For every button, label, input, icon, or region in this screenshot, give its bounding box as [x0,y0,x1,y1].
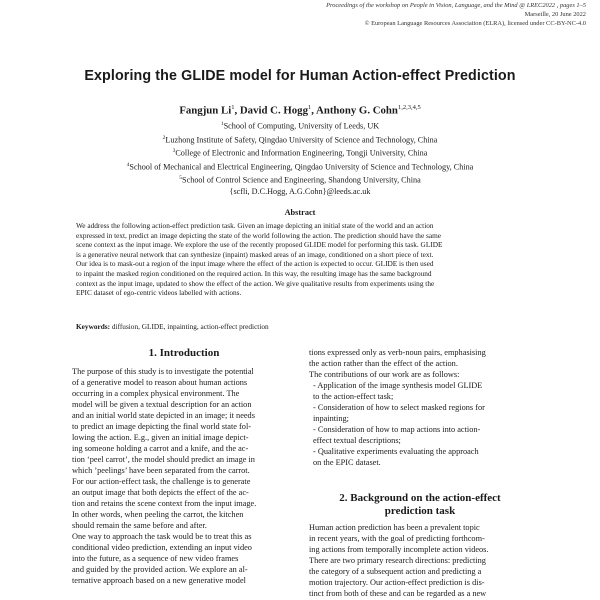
text-line: There are two primary research directions: predicting [309,556,486,565]
text-line: should remain the same before and after. [72,521,207,530]
text-line: ing actions from temporally incomplete action videos. [309,545,489,554]
author-affil-sup: 1 [231,104,235,111]
list-item-line: - Application of the image synthesis model GLIDE [313,381,483,390]
text-line: motion trajectory. Our action-effect prediction is dis- [309,578,485,587]
author-list [0,104,600,117]
list-item-line: on the EPIC dataset. [313,458,381,467]
list-item-line: - Qualitative experiments evaluating the approach [313,447,479,456]
author-separator: , [311,104,317,117]
list-item-line: to the action-effect task; [313,392,394,401]
affiliation-line [0,133,600,147]
abstract-line: EPIC dataset of ego-centric videos labelled with actions. [76,288,242,298]
heading-line: prediction task [384,505,456,517]
text-line: tion and retains the scene context from the input image. [72,499,257,508]
abstract-line: context as the input image, updated to show the effect of the action. We give qualitative results from experiments using the [76,278,435,288]
affiliation-text: School of Control Science and Engineering, Shandong University, China [182,175,421,185]
list-item-line: inpainting; [313,414,349,423]
list-item [309,380,531,402]
text-line: The contributions of our work are as follows: [309,370,460,379]
abstract-line: We address the following action-effect prediction task. Given an image depicting an initial state of the world and an action [76,221,434,230]
text-line: For our action-effect task, the challenge is to generate [72,477,251,486]
affiliation-line [0,173,600,187]
abstract-line: expressed in text, predict an image depicting the state of the world following the action. The prediction should have the same [76,230,442,240]
text-line: tinct from both of these and can be regarded as a new [309,589,487,598]
text-line: The purpose of this study is to investigate the potential [72,367,254,376]
affiliation-sup: 4 [126,161,130,168]
abstract-heading: Abstract [284,208,316,217]
text-line: of a generative model to reason about human actions [72,378,248,387]
author-name: Fangjun Li [179,104,232,117]
abstract-body [76,221,526,298]
list-item [309,424,531,446]
section-heading-background [309,492,531,518]
affiliation-sup: 3 [172,148,176,155]
text-line: tion ‘peel carrot’, the model should predict an image in [72,455,255,464]
list-item-line: - Consideration of how to map actions into action- [313,425,481,434]
abstract-line: is a generative neural network that can synthesize (inpaint) masked areas of an image, conditioned on a short piece of text. [76,249,434,259]
text-line: ternative approach based on a new generative model [72,576,246,585]
background-text [309,522,531,599]
text-line: In other words, when peeling the carrot, the kitchen [72,510,244,519]
affiliation-sup: 5 [179,175,183,182]
text-line: in recent years, with the goal of predicting forthcom- [309,534,485,543]
author-name: Anthony G. Cohn [316,104,398,117]
text-line: tions expressed only as verb-noun pairs, emphasising [309,348,486,357]
keywords-text: diffusion, GLIDE, inpainting, action-effect prediction [111,322,269,331]
author-separator: , [234,104,240,117]
affiliation-sup: 1 [220,121,224,127]
text-line: the category of a subsequent action and predicting a [309,567,482,576]
text-line: model will be given a textual description for an action [72,400,252,409]
proceedings-line: Proceedings of the workshop on People in Vision, Language, and the Mind @ LREC2022 , pages 1–5 [326,2,586,9]
abstract-line: to inpaint the masked region conditioned on the required action. In this way, the resulting image has the same background [76,268,432,278]
license-line: © European Language Resources Association (ELRA), licensed under CC-BY-NC-4.0 [364,20,586,27]
author-name: David C. Hogg [239,104,308,117]
list-item [309,402,531,424]
affiliation-sup: 2 [162,134,166,141]
abstract-line: scene context as the input image. We explore the use of the recently proposed GLIDE model for performing this task. GLIDE [76,240,443,250]
venue-date-line: Marseille, 20 June 2022 [524,11,586,18]
affiliation-text: College of Electronic and Information Engineering, Tongji University, China [175,148,428,158]
author-emails: {scfli, D.C.Hogg, A.G.Cohn}@leeds.ac.uk [229,186,371,196]
section-heading-introduction: 1. Introduction [148,347,220,359]
author-affil-sup: 1 [307,104,312,111]
heading-line: 2. Background on the action-effect [339,492,501,504]
text-line: occurring in a complex physical environment. The [72,389,240,398]
affiliation-line [0,160,600,174]
text-line: ing someone holding a carrot and a knife, and the ac- [72,444,249,453]
list-item-line: effect textual descriptions; [313,436,401,445]
text-line: the action rather than the effect of the action. [309,359,458,368]
introduction-text [72,366,298,586]
affiliation-text: School of Computing, University of Leeds, UK [223,121,380,131]
affiliation-line [0,146,600,160]
text-line: into the future, as a sequence of new video frames [72,554,239,563]
text-line: Human action prediction has been a prevalent topic [309,523,480,532]
text-line: and guided by the provided action. We explore an al- [72,565,248,574]
text-line: One way to approach the task would be to treat this as [72,532,252,541]
text-line: and an initial world state depicted in an image; it needs [72,411,255,420]
affiliation-text: Luzhong Institute of Safety, Qingdao University of Science and Technology, China [165,135,438,145]
affiliations [0,119,600,197]
list-item-line: - Consideration of how to select masked regions for [313,403,485,412]
keywords-label: Keywords: [76,322,111,331]
introduction-text-continued [309,347,531,468]
abstract-line: Our idea is to mask-out a region of the input image where the effect of the action is expected to occur. GLIDE is then used [76,259,434,269]
proceedings-header [326,1,586,28]
text-line: to predict an image depicting the final world state fol- [72,422,252,431]
text-line: which ’peelings’ have been separated from the carrot. [72,466,250,475]
keywords [76,322,269,331]
affiliation-text: School of Mechanical and Electrical Engineering, Qingdao University of Science and Technology, China [129,162,474,172]
text-line: conditional video prediction, extending an input video [72,543,252,552]
text-line: lowing the action. E.g., given an initial image depict- [72,433,249,442]
list-item [309,446,531,468]
affiliation-line [0,119,600,133]
text-line: an output image that both depicts the effect of the ac- [72,488,249,497]
paper-title: Exploring the GLIDE model for Human Action-effect Prediction [84,68,516,84]
author-affil-sup: 1,2,3,4,5 [397,104,421,111]
contributions-list [309,380,531,468]
